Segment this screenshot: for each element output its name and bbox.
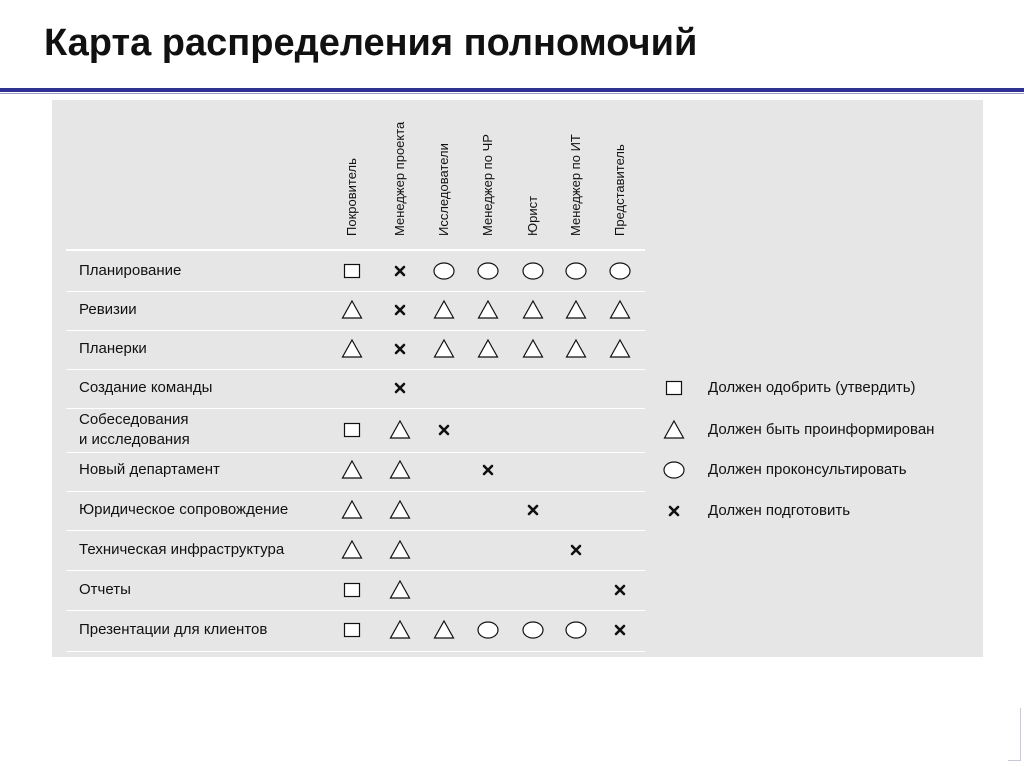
- triangle-icon: [340, 298, 364, 322]
- triangle-icon: [564, 337, 588, 361]
- triangle-icon: [340, 538, 364, 562]
- triangle-icon: [432, 337, 456, 361]
- cross-icon: [388, 259, 412, 283]
- grid-line: [66, 369, 645, 370]
- square-icon: [340, 578, 364, 602]
- cross-icon: [388, 376, 412, 400]
- row-label: Собеседования: [79, 411, 189, 428]
- grid-line: [66, 452, 645, 453]
- triangle-icon: [388, 578, 412, 602]
- legend-label: Должен подготовить: [708, 502, 851, 519]
- column-header: Менеджер по ЧР: [480, 134, 495, 236]
- column-header: Менеджер проекта: [392, 121, 407, 236]
- row-label: Ревизии: [79, 301, 137, 318]
- circle-icon: [432, 259, 456, 283]
- row-label: Планирование: [79, 262, 182, 279]
- triangle-icon: [521, 298, 545, 322]
- triangle-icon: [476, 337, 500, 361]
- row-label-line2: и исследования: [79, 431, 190, 448]
- column-header: Юрист: [525, 195, 540, 236]
- row-label: Юридическое сопровождение: [79, 501, 289, 518]
- column-header: Исследователи: [436, 143, 451, 236]
- square-icon: [340, 259, 364, 283]
- triangle-icon: [608, 298, 632, 322]
- cross-icon: [608, 578, 632, 602]
- circle-icon: [521, 618, 545, 642]
- row-label: Отчеты: [79, 581, 131, 598]
- triangle-icon: [388, 618, 412, 642]
- grid-line: [66, 249, 645, 251]
- grid-line: [66, 408, 645, 409]
- cross-icon: [388, 298, 412, 322]
- triangle-icon: [388, 538, 412, 562]
- legend-label: Должен проконсультировать: [708, 461, 907, 478]
- circle-icon: [564, 259, 588, 283]
- triangle-icon: [388, 498, 412, 522]
- triangle-icon: [476, 298, 500, 322]
- grid-line: [66, 530, 645, 531]
- triangle-icon: [521, 337, 545, 361]
- grid-line: [66, 491, 645, 492]
- triangle-icon: [340, 337, 364, 361]
- title-rule: [0, 88, 1024, 92]
- triangle-icon: [564, 298, 588, 322]
- row-label: Презентации для клиентов: [79, 621, 268, 638]
- triangle-icon: [388, 458, 412, 482]
- circle-icon: [608, 259, 632, 283]
- slide-title: Карта распределения полномочий: [44, 22, 698, 64]
- cross-icon: [388, 337, 412, 361]
- cross-icon: [564, 538, 588, 562]
- triangle-icon: [608, 337, 632, 361]
- row-label: Создание команды: [79, 379, 213, 396]
- square-icon: [340, 618, 364, 642]
- cross-icon: [432, 418, 456, 442]
- circle-icon: [476, 259, 500, 283]
- circle-icon: [476, 618, 500, 642]
- cross-icon: [608, 618, 632, 642]
- triangle-icon: [340, 458, 364, 482]
- column-header: Менеджер по ИТ: [568, 134, 583, 236]
- legend-circle-icon: [662, 458, 686, 482]
- cross-icon: [521, 498, 545, 522]
- row-label: Новый департамент: [79, 461, 220, 478]
- grid-line: [66, 651, 645, 652]
- row-label: Планерки: [79, 340, 147, 357]
- row-label: Техническая инфраструктура: [79, 541, 285, 558]
- cross-icon: [476, 458, 500, 482]
- legend-cross-icon: [662, 499, 686, 523]
- slide-corner-frame: [1008, 708, 1021, 761]
- column-header: Покровитель: [344, 158, 359, 236]
- triangle-icon: [432, 298, 456, 322]
- circle-icon: [564, 618, 588, 642]
- legend-label: Должен одобрить (утвердить): [708, 379, 916, 396]
- circle-icon: [521, 259, 545, 283]
- legend-triangle-icon: [662, 418, 686, 442]
- triangle-icon: [388, 418, 412, 442]
- square-icon: [340, 418, 364, 442]
- grid-line: [66, 610, 645, 611]
- triangle-icon: [340, 498, 364, 522]
- legend-label: Должен быть проинформирован: [708, 421, 935, 438]
- triangle-icon: [432, 618, 456, 642]
- title-rule-thin: [0, 93, 1024, 94]
- column-header: Представитель: [612, 144, 627, 236]
- grid-line: [66, 570, 645, 571]
- legend-square-icon: [662, 376, 686, 400]
- grid-line: [66, 291, 645, 292]
- grid-line: [66, 330, 645, 331]
